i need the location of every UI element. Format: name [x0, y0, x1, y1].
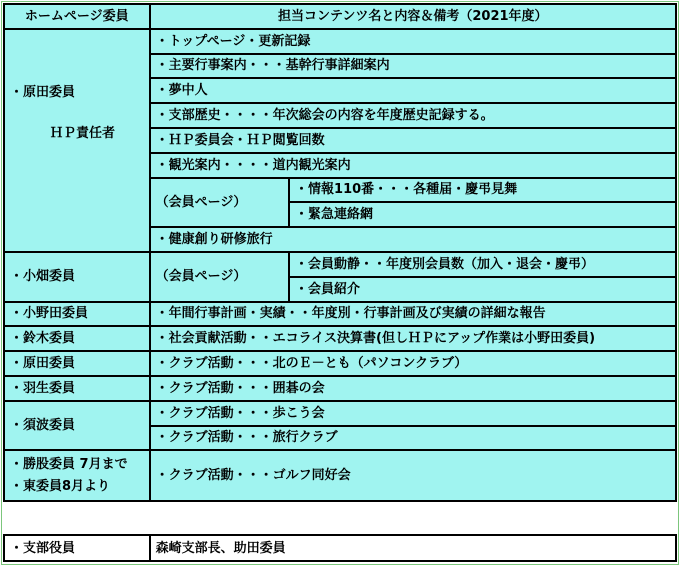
table-row	[4, 535, 676, 561]
harada-club-content: ・クラブ活動・・・北のＥ－とも（パソコンクラブ）	[150, 351, 676, 376]
obata-item-1: ・会員紹介	[289, 277, 676, 302]
officer-label: ・支部役員	[4, 535, 150, 561]
harada-item-2: ・夢中人	[150, 78, 676, 103]
katsumata-cell	[4, 450, 150, 501]
harada-role: ＨＰ責任者	[50, 125, 116, 141]
committee-table	[3, 3, 677, 502]
harada-member-cell	[4, 29, 150, 252]
higashi-name: ・東委員8月より	[10, 479, 111, 495]
table-row	[4, 450, 676, 501]
table-row	[4, 252, 676, 277]
table-row	[4, 401, 676, 426]
table-row	[4, 302, 676, 327]
harada-item-0: ・トップページ・更新記録	[150, 29, 676, 54]
harada-club-name: ・原田委員	[4, 351, 150, 376]
officer-value: 森崎支部長、助田委員	[150, 535, 676, 561]
harada-last-item: ・健康創り研修旅行	[150, 227, 676, 252]
harada-item-5: ・観光案内・・・・道内観光案内	[150, 153, 676, 178]
suwa-item-1: ・クラブ活動・・・旅行クラブ	[150, 426, 676, 451]
harada-item-3: ・支部歴史・・・・年次総会の内容を年度歴史記録する。	[150, 103, 676, 128]
katsumata-content: ・クラブ活動・・・ゴルフ同好会	[150, 450, 676, 501]
table-row	[4, 326, 676, 351]
harada-item-1: ・主要行事案内・・・基幹行事詳細案内	[150, 54, 676, 79]
obata-item-0: ・会員動静・・年度別会員数（加入・退会・慶弔）	[289, 252, 676, 277]
table-row	[4, 29, 676, 54]
table-row	[4, 376, 676, 401]
header-content: 担当コンテンツ名と内容＆備考（2021年度）	[150, 4, 676, 29]
obata-member-page-label: （会員ページ）	[150, 252, 289, 302]
hanyu-content: ・クラブ活動・・・囲碁の会	[150, 376, 676, 401]
suzuki-content: ・社会貢献活動・・エコライス決算書(但しＨＰにアップ作業は小野田委員)	[150, 326, 676, 351]
suwa-name: ・須波委員	[4, 401, 150, 451]
onoda-content: ・年間行事計画・実績・・年度別・行事計画及び実績の詳細な報告	[150, 302, 676, 327]
suwa-item-0: ・クラブ活動・・・歩こう会	[150, 401, 676, 426]
onoda-name: ・小野田委員	[4, 302, 150, 327]
harada-item-4: ・ＨＰ委員会・ＨＰ閲覧回数	[150, 128, 676, 153]
harada-name: ・原田委員	[10, 84, 76, 100]
suzuki-name: ・鈴木委員	[4, 326, 150, 351]
hanyu-name: ・羽生委員	[4, 376, 150, 401]
officer-table	[3, 534, 677, 562]
harada-member-item-0: ・情報110番・・・各種届・慶弔見舞	[289, 178, 676, 203]
table-row	[4, 351, 676, 376]
harada-member-item-1: ・緊急連絡網	[289, 202, 676, 227]
katsumata-name: ・勝股委員 7月まで	[10, 457, 128, 473]
harada-member-page-label: （会員ページ）	[150, 178, 289, 228]
obata-name: ・小畑委員	[4, 252, 150, 302]
table-header-row	[4, 4, 676, 29]
header-member: ホームページ委員	[4, 4, 150, 29]
